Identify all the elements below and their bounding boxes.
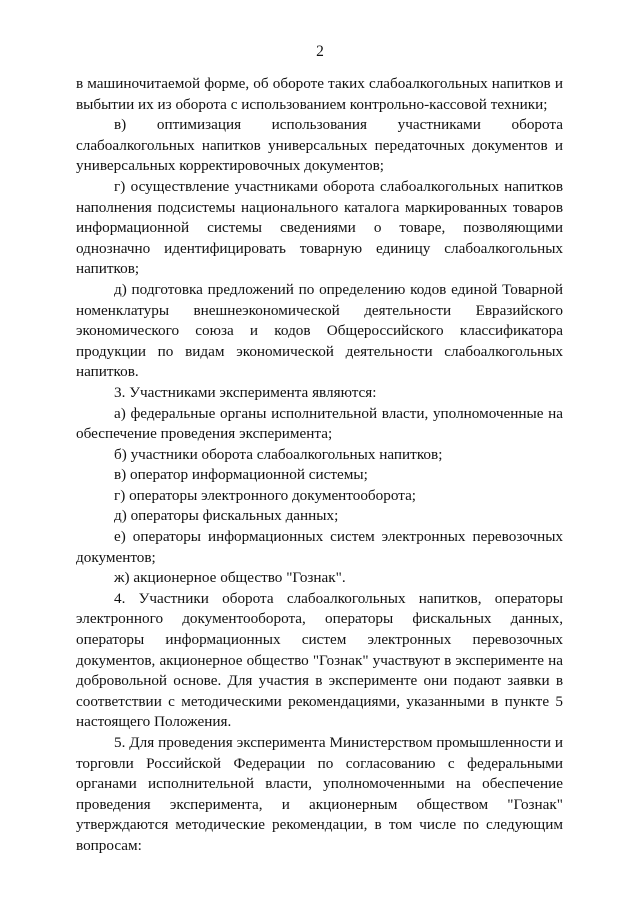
paragraph-item-v: в) оптимизация использования участниками оборота слабоалкогольных напитков универсальных передаточных документов и универсальных корректировочных документов;	[76, 116, 563, 175]
paragraph-section-4: 4. Участники оборота слабоалкогольных напитков, операторы электронного документооборота, операторы фискальных данных, операторы информационных систем электронных перевозочных документов, акционерное общество "Гознак" участвуют в эксперименте на добровольной основе. Для участия в эксперименте они подают заявки в соответствии с методическими рекомендациями, указанными в пункте 5 настоящего Положения.	[76, 589, 563, 731]
paragraph-section-3: 3. Участниками эксперимента являются:	[114, 383, 377, 401]
paragraph-item-d2: д) операторы фискальных данных;	[114, 507, 339, 525]
document-body	[76, 74, 563, 857]
paragraph-item-g: г) осуществление участниками оборота слабоалкогольных напитков наполнения подсистемы национального каталога маркированных товаров информационной системы сведениями о товаре, позволяющими однозначно идентифицировать товарную единицу слабоалкогольных напитков;	[76, 177, 563, 278]
paragraph-continuation: в машиночитаемой форме, об обороте таких слабоалкогольных напитков и выбытии их из оборота с использованием контрольно-кассовой техники;	[76, 75, 563, 113]
paragraph-item-b: б) участники оборота слабоалкогольных напитков;	[114, 445, 443, 463]
paragraph-section-5: 5. Для проведения эксперимента Министерством промышленности и торговли Российской Федерации по согласованию с федеральными органами исполнительной власти, уполномоченными на обеспечение проведения эксперимента, и акционерным обществом "Гознак" утверждаются методические рекомендации, в том числе по следующим вопросам:	[76, 734, 563, 854]
paragraph-item-d: д) подготовка предложений по определению кодов единой Товарной номенклатуры внешнеэкономической деятельности Евразийского экономического союза и кодов Общероссийского классификатора продукции по видам экономической деятельности слабоалкогольных напитков.	[76, 280, 563, 381]
paragraph-item-e: е) операторы информационных систем электронных перевозочных документов;	[76, 528, 563, 566]
page-number: 2	[316, 43, 324, 60]
paragraph-item-a: а) федеральные органы исполнительной власти, уполномоченные на обеспечение проведения эксперимента;	[76, 404, 563, 443]
paragraph-item-v2: в) оператор информационной системы;	[114, 466, 368, 484]
paragraph-item-g2: г) операторы электронного документооборота;	[114, 486, 417, 504]
paragraph-item-zh: ж) акционерное общество "Гознак".	[114, 569, 346, 587]
